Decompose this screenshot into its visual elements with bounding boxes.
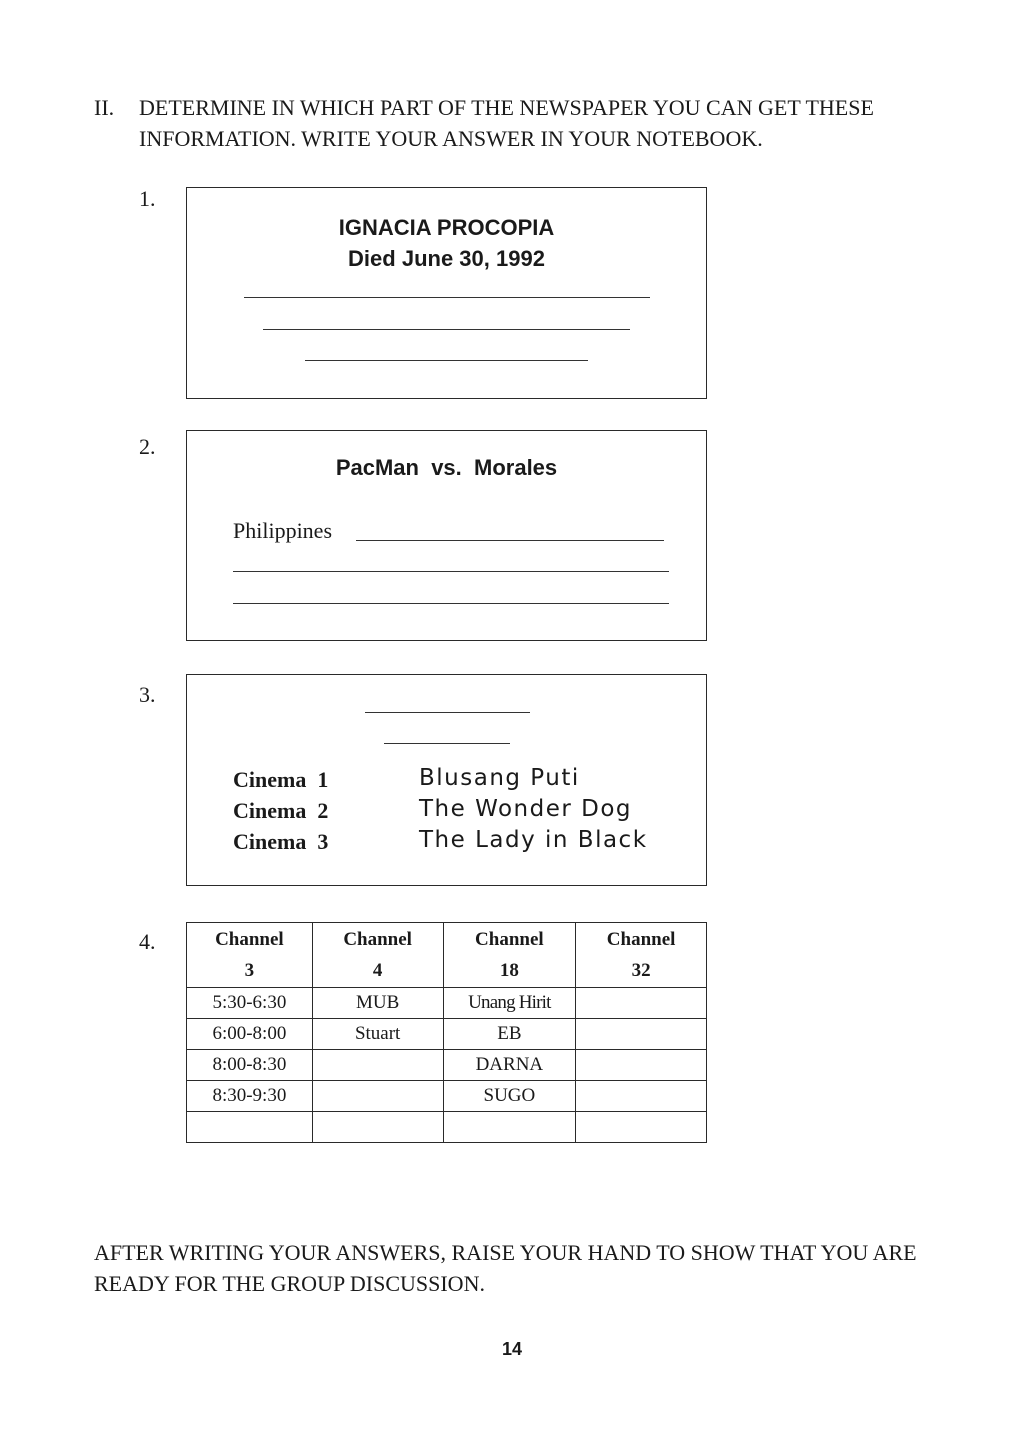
table-cell xyxy=(312,1050,443,1081)
column-header: Channel 3 xyxy=(187,923,313,988)
table-row xyxy=(187,1112,707,1143)
table-cell: 8:30-9:30 xyxy=(187,1081,313,1112)
table-cell xyxy=(576,1112,707,1143)
table-cell: SUGO xyxy=(443,1081,576,1112)
cinema-movie: The Lady in Black xyxy=(419,827,648,853)
cinema-label: Cinema 2 xyxy=(233,798,329,823)
table-cell: 6:00-8:00 xyxy=(187,1019,313,1050)
tv-schedule-table xyxy=(186,922,707,1143)
item-1-number: 1. xyxy=(139,186,156,211)
table-cell: Stuart xyxy=(312,1019,443,1050)
table-header-row xyxy=(187,923,707,988)
instruction-number: II. xyxy=(94,95,115,120)
table-row xyxy=(187,1081,707,1112)
obituary-date: Died June 30, 1992 xyxy=(348,246,545,271)
table-cell xyxy=(443,1112,576,1143)
table-cell xyxy=(576,1081,707,1112)
table-cell xyxy=(312,1081,443,1112)
obituary-box xyxy=(186,187,707,399)
cinema-movie: Blusang Puti xyxy=(419,765,580,791)
table-cell xyxy=(312,1112,443,1143)
table-cell xyxy=(576,1050,707,1081)
table-cell: 8:00-8:30 xyxy=(187,1050,313,1081)
cinema-movie: The Wonder Dog xyxy=(419,796,633,822)
page-number: 14 xyxy=(501,1339,523,1359)
cinema-box xyxy=(186,674,707,886)
table-cell: EB xyxy=(443,1019,576,1050)
obituary-name: IGNACIA PROCOPIA xyxy=(338,215,555,240)
table-cell: 5:30-6:30 xyxy=(187,988,313,1019)
column-header: Channel 18 xyxy=(443,923,576,988)
closing-instruction: AFTER WRITING YOUR ANSWERS, RAISE YOUR HAND TO SHOW THAT YOU ARE READY FOR THE GROUP DISCUSSION. xyxy=(94,1240,917,1296)
blank-line xyxy=(233,571,669,572)
instruction-text: DETERMINE IN WHICH PART OF THE NEWSPAPER YOU CAN GET THESE INFORMATION. WRITE YOUR ANSWER IN YOUR NOTEBOOK. xyxy=(139,95,874,151)
blank-line xyxy=(233,603,669,604)
blank-line xyxy=(305,360,588,361)
sports-lead: Philippines xyxy=(233,518,333,543)
item-2-number: 2. xyxy=(139,434,156,459)
item-3-number: 3. xyxy=(139,682,156,707)
blank-line xyxy=(263,329,630,330)
sports-headline: PacMan vs. Morales xyxy=(335,455,558,480)
table-cell xyxy=(187,1112,313,1143)
cinema-label: Cinema 3 xyxy=(233,829,329,854)
table-cell: Unang Hirit xyxy=(443,988,576,1019)
item-4-number: 4. xyxy=(139,929,156,954)
blank-line xyxy=(356,540,664,541)
table-row xyxy=(187,1019,707,1050)
table-row xyxy=(187,1050,707,1081)
table-cell xyxy=(576,1019,707,1050)
table-cell: DARNA xyxy=(443,1050,576,1081)
table-row xyxy=(187,988,707,1019)
blank-line xyxy=(384,743,510,744)
table-cell xyxy=(576,988,707,1019)
sports-box xyxy=(186,430,707,641)
blank-line xyxy=(244,297,650,298)
table-cell: MUB xyxy=(312,988,443,1019)
column-header: Channel 32 xyxy=(576,923,707,988)
column-header: Channel 4 xyxy=(312,923,443,988)
cinema-label: Cinema 1 xyxy=(233,767,329,792)
blank-line xyxy=(365,712,530,713)
